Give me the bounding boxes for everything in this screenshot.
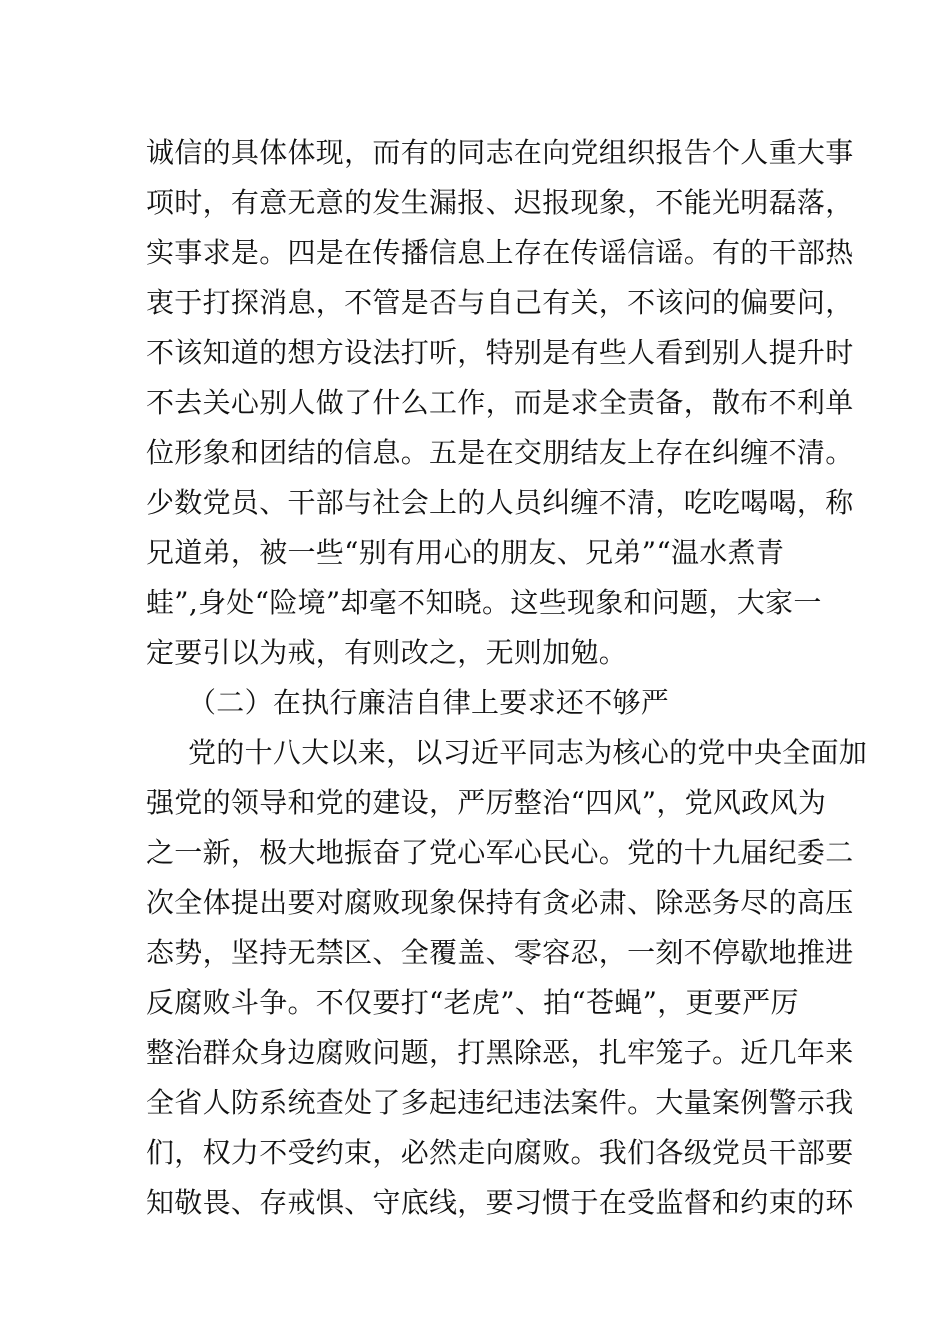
text-line: 实事求是。四是在传播信息上存在传谣信谣。有的干部热 <box>146 236 854 269</box>
text-line: 整治群众身边腐败问题，打黑除恶，扎牢笼子。近几年来 <box>146 1036 854 1069</box>
text-line: 知敬畏、存戒惧、守底线，要习惯于在受监督和约束的环 <box>146 1186 854 1219</box>
text-line: 态势，坚持无禁区、全覆盖、零容忍，一刻不停歇地推进 <box>146 936 854 969</box>
text-line: 不去关心别人做了什么工作，而是求全责备，散布不利单 <box>146 386 854 419</box>
text-line: 定要引以为戒，有则改之，无则加勉。 <box>146 636 628 669</box>
text-line: 项时，有意无意的发生漏报、迟报现象，不能光明磊落， <box>146 186 854 219</box>
text-line: 党的十八大以来，以习近平同志为核心的党中央全面加 <box>188 736 868 769</box>
text-line: 强党的领导和党的建设，严厉整治“四风”，党风政风为 <box>146 786 827 819</box>
text-line: 全省人防系统查处了多起违纪违法案件。大量案例警示我 <box>146 1086 854 1119</box>
text-line: 次全体提出要对腐败现象保持有贪必肃、除恶务尽的高压 <box>146 886 854 919</box>
text-line: 少数党员、干部与社会上的人员纠缠不清，吃吃喝喝，称 <box>146 486 854 519</box>
text-line: 之一新，极大地振奋了党心军心民心。党的十九届纪委二 <box>146 836 854 869</box>
section-heading: （二）在执行廉洁自律上要求还不够严 <box>188 686 670 719</box>
text-line: 兄道弟，被一些“别有用心的朋友、兄弟”“温水煮青 <box>146 536 785 569</box>
text-line: 衷于打探消息，不管是否与自己有关，不该问的偏要问， <box>146 286 854 319</box>
text-line: 蛙”,身处“险境”却毫不知晓。这些现象和问题，大家一 <box>146 586 822 619</box>
text-line: 位形象和团结的信息。五是在交朋结友上存在纠缠不清。 <box>146 436 854 469</box>
text-line: 诚信的具体体现，而有的同志在向党组织报告个人重大事 <box>146 136 854 169</box>
text-line: 们，权力不受约束，必然走向腐败。我们各级党员干部要 <box>146 1136 854 1169</box>
text-line: 不该知道的想方设法打听，特别是有些人看到别人提升时 <box>146 336 854 369</box>
text-line: 反腐败斗争。不仅要打“老虎”、拍“苍蝇”，更要严厉 <box>146 986 799 1019</box>
